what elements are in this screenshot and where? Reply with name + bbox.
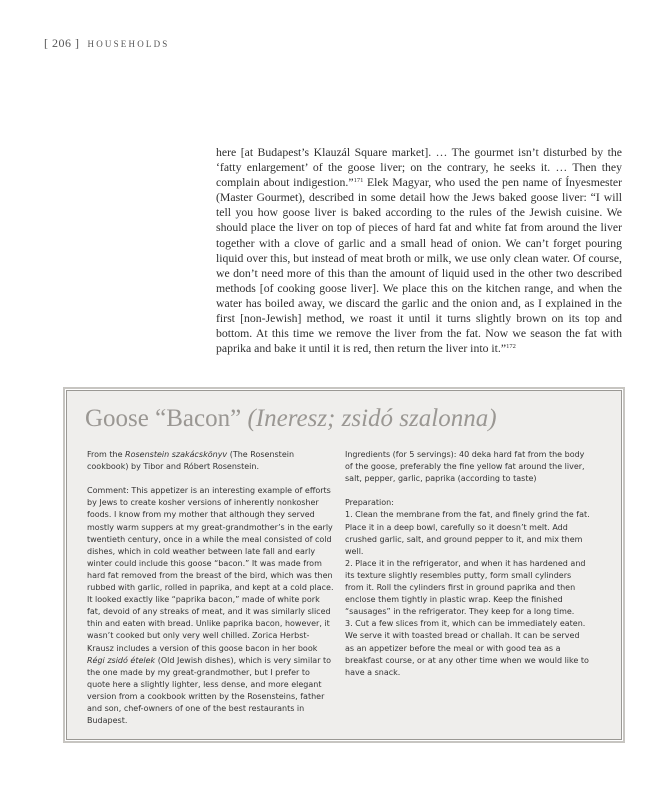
source-book-title: Rosenstein szakácskönyv	[125, 450, 228, 459]
preparation-label: Preparation:	[345, 498, 394, 508]
recipe-ingredients: Ingredients (for 5 servings): 40 deka hard fat from the body of the goose, preferably the fine yellow fat around the liver, salt, pepper, garlic, paprika (according to taste)	[345, 450, 585, 484]
page-number: [ 206 ]	[44, 36, 80, 50]
source-suffix: (The Rosenstein cookbook) by Tibor and Róbert Rosenstein.	[87, 450, 295, 472]
recipe-title-english: Goose “Bacon”	[85, 405, 242, 432]
recipe-box	[66, 390, 622, 740]
preparation-step: 3. Cut a few slices from it, which can be immediately eaten. We serve it with toasted bread or challah. It can be served as an appetizer before the meal or with good tea as a breakfast course, or at any other time when we would like to have a snack.	[345, 619, 589, 677]
recipe-preparation	[345, 497, 591, 678]
recipe-right-column	[345, 449, 591, 679]
running-head	[44, 36, 170, 51]
comment-part: (Old Jewish dishes), which is very similar to the one made by my great-grandmother, but I prefer to quote here a slightly lighter, less dense, and more elegant version from a cookbook written by the Rosensteins, father and son, chef-owners of one of the best restaurants in Budapest.	[87, 655, 332, 726]
source-prefix: From the	[87, 450, 126, 459]
recipe-source	[87, 449, 335, 473]
body-paragraph	[216, 145, 622, 356]
recipe-title	[85, 405, 497, 433]
comment-part: Comment: This appetizer is an interesting example of efforts by Jews to create kosher versions of inherently nonkosher foods. I know from my mother that although they served mostly warm suppers at my great-grandmother’s in the early twentieth century, once in a while the meal consisted of cold dishes, which in cold weather between late fall and early winter could include this goose “bacon.” It was made from hard fat removed from the breast of the bird, which was then rubbed with garlic, rolled in paprika, and kept at a cold place. It looked exactly like “paprika bacon,” made of white pork fat, devoid of any streaks of meat, and it was similarly sliced thin and eaten with bread. Unlike paprika bacon, however, it wasn’t cooked but only very well chilled. Zorica Herbst-Krausz includes a version of this goose bacon in her book	[87, 486, 334, 653]
body-text-part: Elek Magyar, who used the pen name of Ínyesmester (Master Gourmet), described in some detail how the Jews baked goose liver: “I will tell you how goose liver is baked according to the rules of the Jewish cuisine. We should place the liver on top of pieces of hard fat and white fat from around the liver together with a clove of garlic and a small head of onion. We can’t forget pouring liquid over this, but instead of meat broth or milk, we use only clean water. Of course, we don’t need more of this than the amount of liquid used in the other two described methods [of cooking goose liver]. We place this on the kitchen range, and when the water has boiled away, we discard the garlic and the onion and, as I explained in the first [non-Jewish] method, we roast it until it turns slightly brown on its top and bottom. At this time we remove the liver from the fat. Now we season the fat with paprika and bake it until it is red, then return the liver into it.”	[216, 176, 623, 356]
recipe-left-column	[87, 449, 335, 727]
body-text-part: here [at Budapest’s Klauzál Square market]. … The gourmet isn’t disturbed by the ‘fatty enlargement’ of the goose liver; on the contrary, he seeks it. … Then they complain about indigestion.”	[216, 146, 622, 190]
comment-book-title: Régi zsidó ételek	[87, 655, 156, 665]
body-text	[216, 145, 622, 356]
preparation-step: 2. Place it in the refrigerator, and when it has hardened and its texture slightly resembles putty, form small cylinders from it. Roll the cylinders first in ground paprika and then enclose them tightly in plastic wrap. Keep the finished “sausages” in the refrigerator. They keep for a long time.	[345, 558, 586, 617]
footnote-ref: 171	[353, 177, 364, 185]
section-title: HOUSEHOLDS	[87, 39, 170, 49]
footnote-ref: 172	[506, 343, 516, 351]
recipe-comment	[87, 485, 335, 727]
preparation-step: 1. Clean the membrane from the fat, and finely grind the fat. Place it in a deep bowl, carefully so it doesn’t melt. Add crushed garlic, salt, and ground pepper to it, and mix them well.	[345, 510, 590, 556]
recipe-title-hungarian: (Ineresz; zsidó szalonna)	[247, 405, 497, 432]
